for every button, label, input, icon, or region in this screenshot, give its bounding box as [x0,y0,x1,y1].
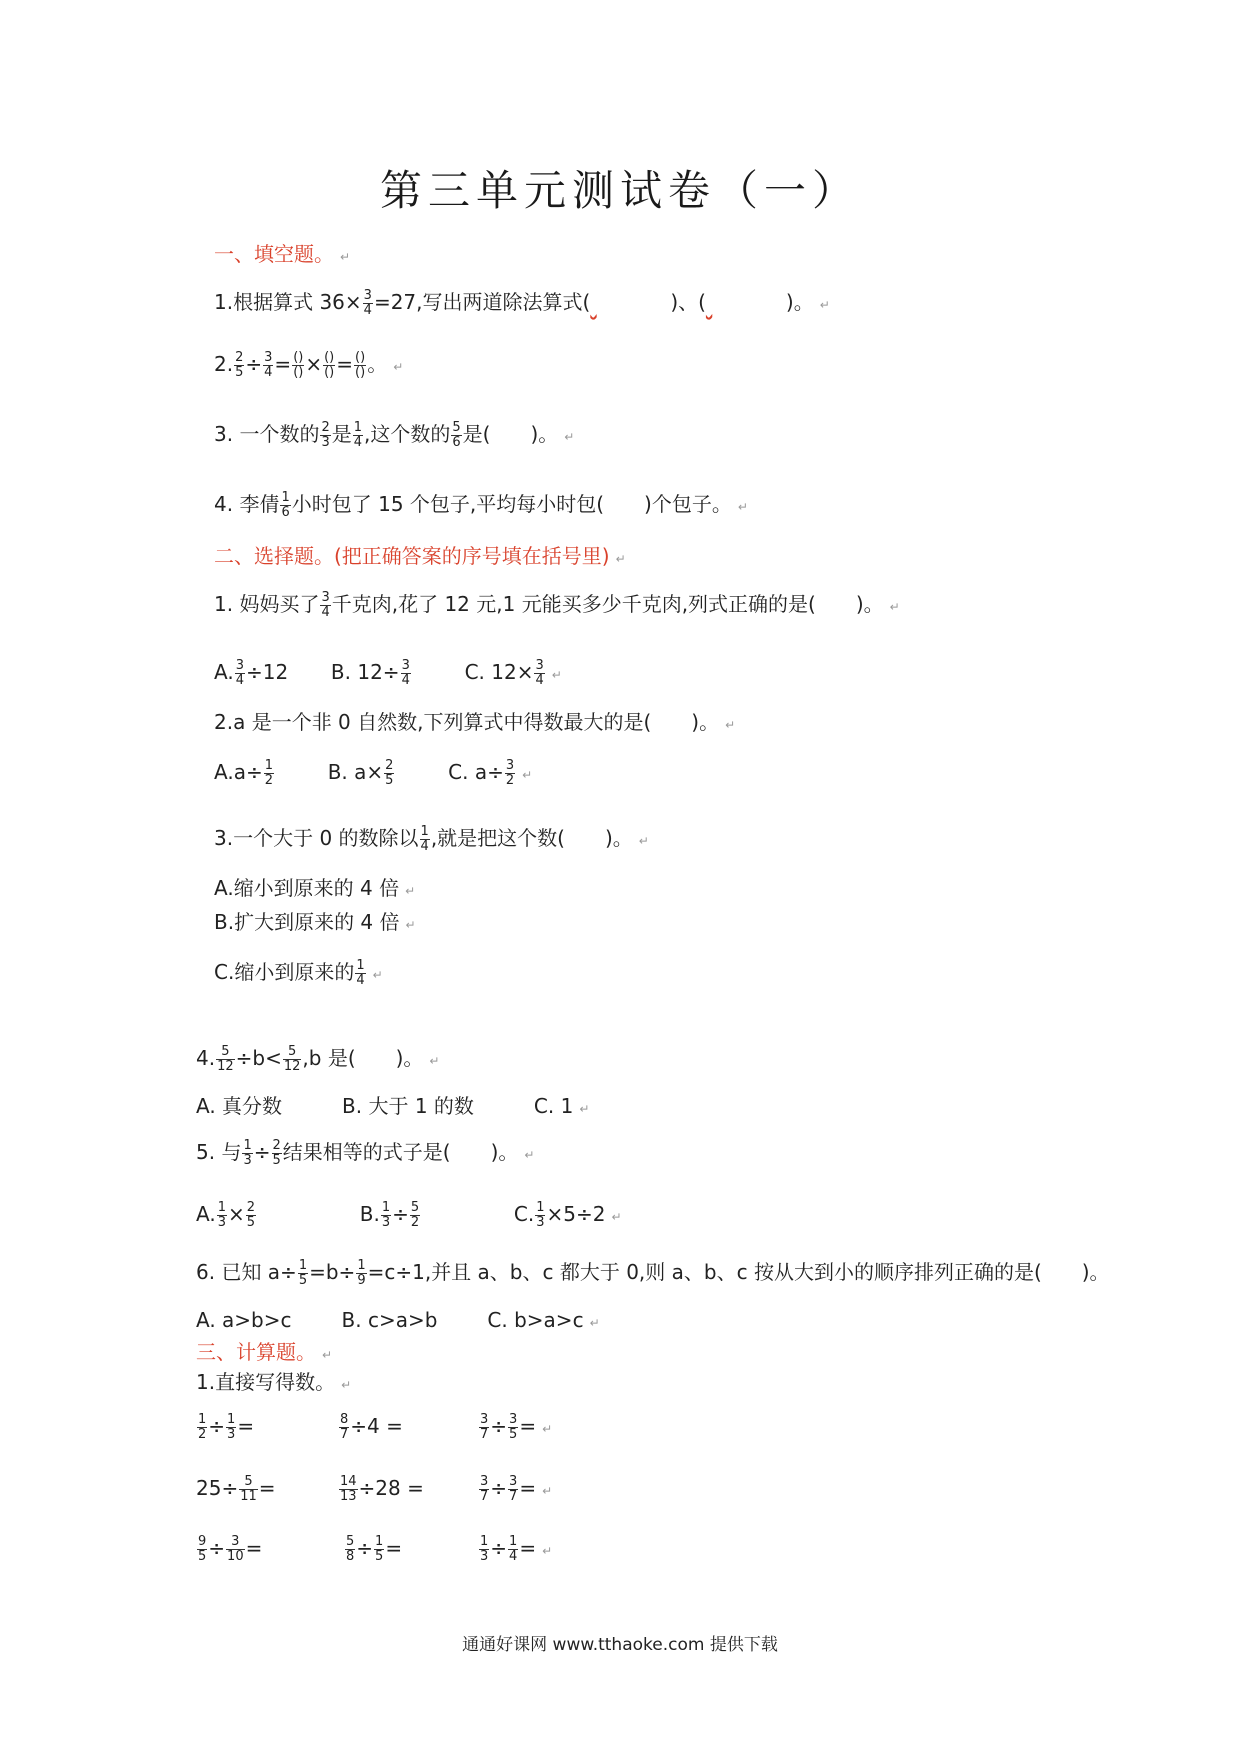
calc-item: $\frac{5}{8}$ ÷ $\frac{1}{5}$ = [346,1534,403,1564]
calc-item: 25÷ $\frac{5}{11}$ = [196,1474,276,1504]
fraction: $\frac{1}{4}$ [353,420,363,450]
calc-item: $\frac{9}{5}$ ÷ $\frac{3}{10}$ = [198,1534,263,1564]
calc-subheading: 1.直接写得数。 ↵ [196,1370,352,1394]
fraction: $\frac{14}{13}$ [340,1474,357,1504]
fraction: $\frac{2}{5}$ [235,350,244,380]
fraction: $\frac{1}{4}$ [420,824,429,854]
question-2-3-option-a: A.缩小到原来的 4 倍 ↵ [214,876,416,900]
question-2-5-options: A. $\frac{1}{3}$ × $\frac{2}{5}$ B. $\frac{1}{3}$ ÷ $\frac{5}{2}$ C. $\frac{1}{3}$ ×5÷2 ↵ [196,1200,622,1230]
fraction: $\frac{1}{2}$ [264,758,273,788]
fraction: $\frac{()}{()}$ [324,350,335,380]
section-heading-fill-blank: 一、填空题。 ↵ [214,242,351,266]
fraction: $\frac{1}{9}$ [357,1258,366,1288]
question-2-3-option-c: C.缩小到原来的 $\frac{1}{4}$ ↵ [214,958,383,988]
fraction: $\frac{()}{()}$ [355,350,366,380]
fraction: $\frac{1}{5}$ [375,1534,384,1564]
fraction: $\frac{3}{5}$ [509,1412,518,1442]
fraction: $\frac{2}{5}$ [272,1138,281,1168]
fraction: $\frac{3}{7}$ [480,1474,489,1504]
fraction: $\frac{()}{()}$ [293,350,304,380]
fraction: $\frac{3}{7}$ [480,1412,489,1442]
fraction: $\frac{3}{4}$ [535,658,544,688]
fraction: $\frac{1}{3}$ [381,1200,391,1230]
fraction: $\frac{2}{5}$ [385,758,394,788]
fraction: $\frac{9}{5}$ [198,1534,207,1564]
section-heading-choice: 二、选择题。(把正确答案的序号填在括号里) ↵ [214,544,626,568]
fraction: $\frac{1}{2}$ [198,1412,207,1442]
fraction: $\frac{1}{3}$ [217,1200,226,1230]
question-2-1-options: A. $\frac{3}{4}$ ÷12 B. 12÷ $\frac{3}{4}$ C. 12× $\frac{3}{4}$ ↵ [214,658,562,688]
fraction: $\frac{3}{4}$ [264,350,273,380]
fraction: $\frac{5}{12}$ [283,1044,301,1074]
fraction: $\frac{1}{5}$ [298,1258,308,1288]
question-2-6-options: A. a>b>c B. c>a>b C. b>a>c ↵ [196,1308,600,1332]
question-2-2: 2.a 是一个非 0 自然数,下列算式中得数最大的是( )。 ↵ [214,710,736,734]
fraction: $\frac{1}{3}$ [536,1200,545,1230]
fraction: $\frac{3}{2}$ [505,758,515,788]
question-1-4: 4. 李倩 $\frac{1}{6}$ 小时包了 15 个包子,平均每小时包( )个包子。 ↵ [214,490,748,520]
question-2-3: 3.一个大于 0 的数除以 $\frac{1}{4}$ ,就是把这个数( )。 ↵ [214,824,649,854]
question-2-3-option-b: B.扩大到原来的 4 倍 ↵ [214,910,416,934]
question-1-1: 1.根据算式 36× $\frac{3}{4}$ =27,写出两道除法算式( )、( )。 ↵ [214,288,830,318]
fraction: $\frac{3}{7}$ [509,1474,518,1504]
fraction: $\frac{5}{12}$ [217,1044,234,1074]
fraction: $\frac{1}{3}$ [243,1138,252,1168]
question-1-3: 3. 一个数的 $\frac{2}{3}$ 是 $\frac{1}{4}$ ,这个数的 $\frac{5}{6}$ 是( )。 ↵ [214,420,575,450]
question-2-4-options: A. 真分数 B. 大于 1 的数 C. 1 ↵ [196,1094,590,1118]
fraction: $\frac{5}{6}$ [452,420,461,450]
calc-item: $\frac{14}{13}$ ÷28 = [340,1474,424,1504]
fraction: $\frac{1}{3}$ [227,1412,236,1442]
question-2-6: 6. 已知 a÷ $\frac{1}{5}$ =b÷ $\frac{1}{9}$ =c÷1,并且 a、b、c 都大于 0,则 a、b、c 按从大到小的顺序排列正确的是( )。 [196,1258,1110,1288]
fraction: $\frac{5}{2}$ [410,1200,420,1230]
fraction: $\frac{1}{6}$ [281,490,290,520]
fraction: $\frac{3}{4}$ [321,590,330,620]
fraction: $\frac{1}{4}$ [509,1534,518,1564]
fraction: $\frac{2}{5}$ [246,1200,256,1230]
calc-item: $\frac{3}{7}$ ÷ $\frac{3}{7}$ = ↵ [480,1474,553,1504]
footer-source: 通通好课网 www.tthaoke.com 提供下载 [462,1635,778,1655]
calc-item: $\frac{8}{7}$ ÷4 = [340,1412,403,1442]
fraction: $\frac{1}{3}$ [480,1534,489,1564]
fraction: $\frac{1}{4}$ [356,958,365,988]
calc-item: $\frac{3}{7}$ ÷ $\frac{3}{5}$ = ↵ [480,1412,553,1442]
question-2-4: 4. $\frac{5}{12}$ ÷b< $\frac{5}{12}$ ,b 是( )。 ↵ [196,1044,440,1074]
fraction: $\frac{3}{4}$ [363,288,372,318]
question-2-1: 1. 妈妈买了 $\frac{3}{4}$ 千克肉,花了 12 元,1 元能买多少千克肉,列式正确的是( )。 ↵ [214,590,900,620]
page-title: 第三单元测试卷（一） [379,166,860,215]
question-2-2-options: A.a÷ $\frac{1}{2}$ B. a× $\frac{2}{5}$ C. a÷ $\frac{3}{2}$ ↵ [214,758,533,788]
fraction: $\frac{3}{4}$ [401,658,410,688]
fraction: $\frac{5}{11}$ [240,1474,257,1504]
section-heading-calculation: 三、计算题。 ↵ [196,1340,333,1364]
calc-item: $\frac{1}{3}$ ÷ $\frac{1}{4}$ = ↵ [480,1534,553,1564]
fraction: $\frac{5}{8}$ [346,1534,355,1564]
calc-item: $\frac{1}{2}$ ÷ $\frac{1}{3}$ = [198,1412,255,1442]
question-1-2: 2. $\frac{2}{5}$ ÷ $\frac{3}{4}$ = $\frac{()}{()}$ × $\frac{()}{()}$ = $\frac{()}{()}$ 。 ↵ [214,350,404,380]
fraction: $\frac{3}{4}$ [235,658,244,688]
fraction: $\frac{8}{7}$ [340,1412,349,1442]
fraction: $\frac{3}{10}$ [227,1534,244,1564]
fraction: $\frac{2}{3}$ [321,420,330,450]
question-2-5: 5. 与 $\frac{1}{3}$ ÷ $\frac{2}{5}$ 结果相等的式子是( )。 ↵ [196,1138,535,1168]
